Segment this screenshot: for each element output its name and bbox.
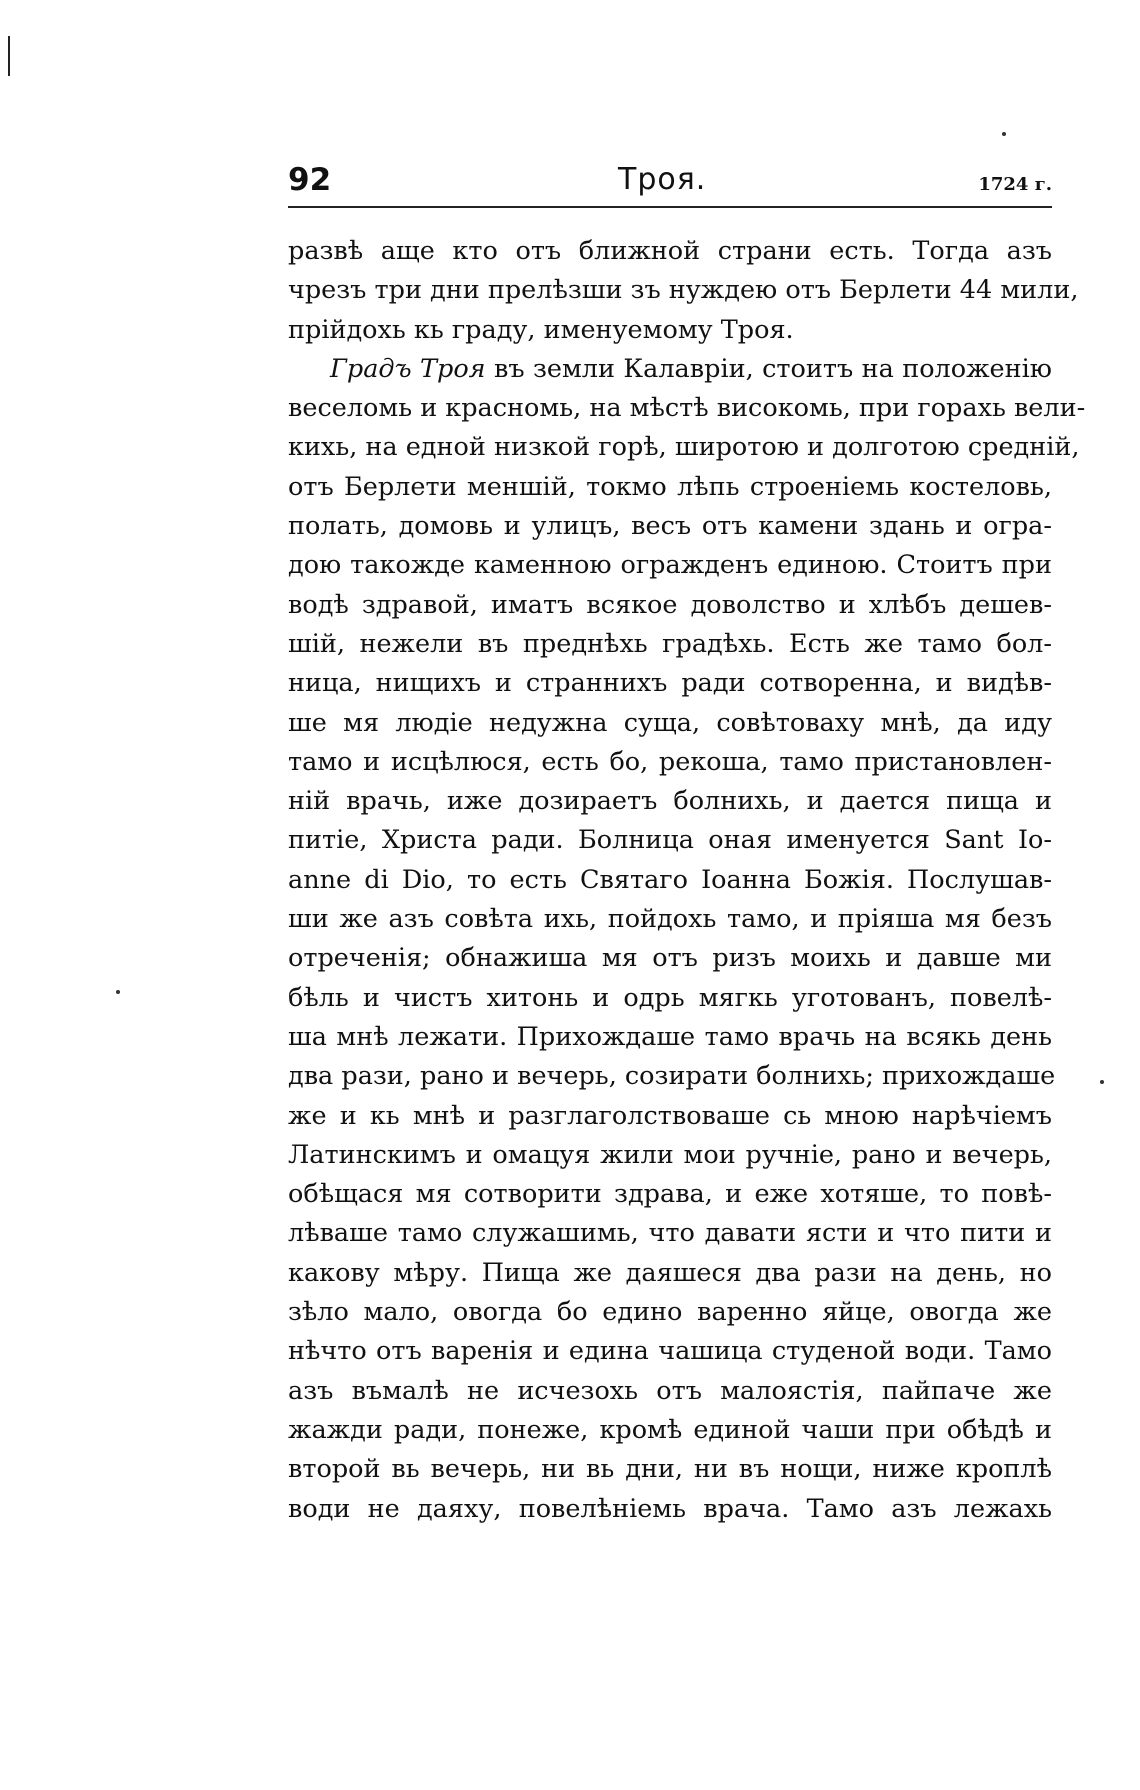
text-line-rest: въ земли Калавріи, стоитъ на положенію — [493, 353, 1053, 384]
text-line: anne di Dio, то есть Святаго Іоанна Божія. Послушав- — [288, 864, 1052, 895]
scan-dot-mark — [1002, 132, 1006, 136]
text-line: же и кь мнѣ и разглаголствоваше сь мною нарѣчіемъ — [288, 1100, 1052, 1131]
text-line: води не даяху, повелѣніемь врача. Тамо азъ лежахь — [288, 1493, 1052, 1524]
text-line: водѣ здравой, иматъ всякое доволство и хлѣбъ дешев- — [288, 589, 1052, 620]
text-line: шій, нежели въ преднѣхь градѣхь. Есть же тамо бол- — [288, 628, 1052, 659]
text-line: развѣ аще кто отъ ближной страни есть. Тогда азъ — [288, 236, 1052, 266]
text-line: питіе, Христа ради. Болница оная именуется Sant Io- — [288, 825, 1052, 856]
text-line: ши же азъ совѣта ихь, пойдохь тамо, и пріяша мя безъ — [288, 904, 1052, 935]
text-line: бѣль и чистъ хитонь и одрь мягкь уготованъ, повелѣ- — [288, 982, 1052, 1013]
text-line: зѣло мало, овогда бо едино варенно яйце, овогда же — [288, 1297, 1052, 1328]
scan-dot-mark — [1100, 1080, 1104, 1084]
text-line: азъ въмалѣ не исчезохь отъ малоястія, пайпаче же — [288, 1375, 1052, 1406]
italic-lead: Градъ Троя — [330, 353, 486, 384]
scan-edge-mark — [8, 36, 10, 76]
text-line: отъ Берлети меншій, токмо лѣпь строеніемь костеловь, — [288, 471, 1052, 502]
text-line: ній врачь, иже дозираетъ болнихь, и дается пища и — [288, 786, 1052, 817]
text-line: кихь, на едной низкой горѣ, широтою и долготою средній, — [288, 432, 1080, 463]
header-year: 1724 г. — [978, 174, 1052, 195]
text-line: веселомь и красномь, на мѣстѣ високомь, при горахь вели- — [288, 393, 1086, 424]
text-line: чрезъ три дни прелѣзши зъ нуждею отъ Берлети 44 мили, — [288, 275, 1079, 306]
text-line: какову мѣру. Пища же даяшеся два рази на день, но — [288, 1257, 1052, 1288]
text-line: два рази, рано и вечерь, созирати болнихь; прихождаше — [288, 1061, 1056, 1092]
running-title: Троя. — [618, 162, 707, 197]
text-line: лѣваше тамо служашимь, что давати ясти и что пити и — [288, 1218, 1052, 1249]
header-rule — [288, 206, 1052, 208]
text-line: жажди ради, понеже, кромѣ единой чаши при обѣдѣ и — [288, 1414, 1052, 1445]
paragraph-start-line — [288, 350, 1052, 389]
page-header — [288, 162, 1052, 206]
text-line: тамо и исцѣлюся, есть бо, рекоша, тамо пристановлен- — [288, 746, 1052, 777]
text-line: прійдохь кь граду, именуемому Троя. — [288, 314, 794, 345]
text-line: отреченія; обнажиша мя отъ ризъ моихь и давше ми — [288, 943, 1052, 974]
scan-dot-mark — [116, 990, 120, 994]
text-line: ше мя людіе недужна суща, совѣтоваху мнѣ, да иду — [288, 707, 1052, 738]
page-number: 92 — [288, 162, 332, 198]
text-line: полать, домовь и улицъ, весъ отъ камени здань и огра- — [288, 511, 1052, 542]
text-line: дою такожде каменною огражденъ единою. Стоитъ при — [288, 550, 1052, 581]
text-line: ша мнѣ лежати. Прихождаше тамо врачь на всякь день — [288, 1021, 1052, 1052]
text-line: Латинскимъ и омацуя жили мои ручніе, рано и вечерь, — [288, 1139, 1052, 1170]
text-line: нѣчто отъ варенія и едина чашица студеной води. Тамо — [288, 1336, 1052, 1367]
text-line: ница, нищихъ и страннихъ ради сотворенна, и видѣв- — [288, 668, 1052, 699]
text-line: обѣщася мя сотворити здрава, и еже хотяше, то повѣ- — [288, 1179, 1052, 1210]
body-text — [288, 232, 1086, 1529]
text-line: второй вь вечерь, ни вь дни, ни въ нощи, ниже кроплѣ — [288, 1454, 1052, 1485]
